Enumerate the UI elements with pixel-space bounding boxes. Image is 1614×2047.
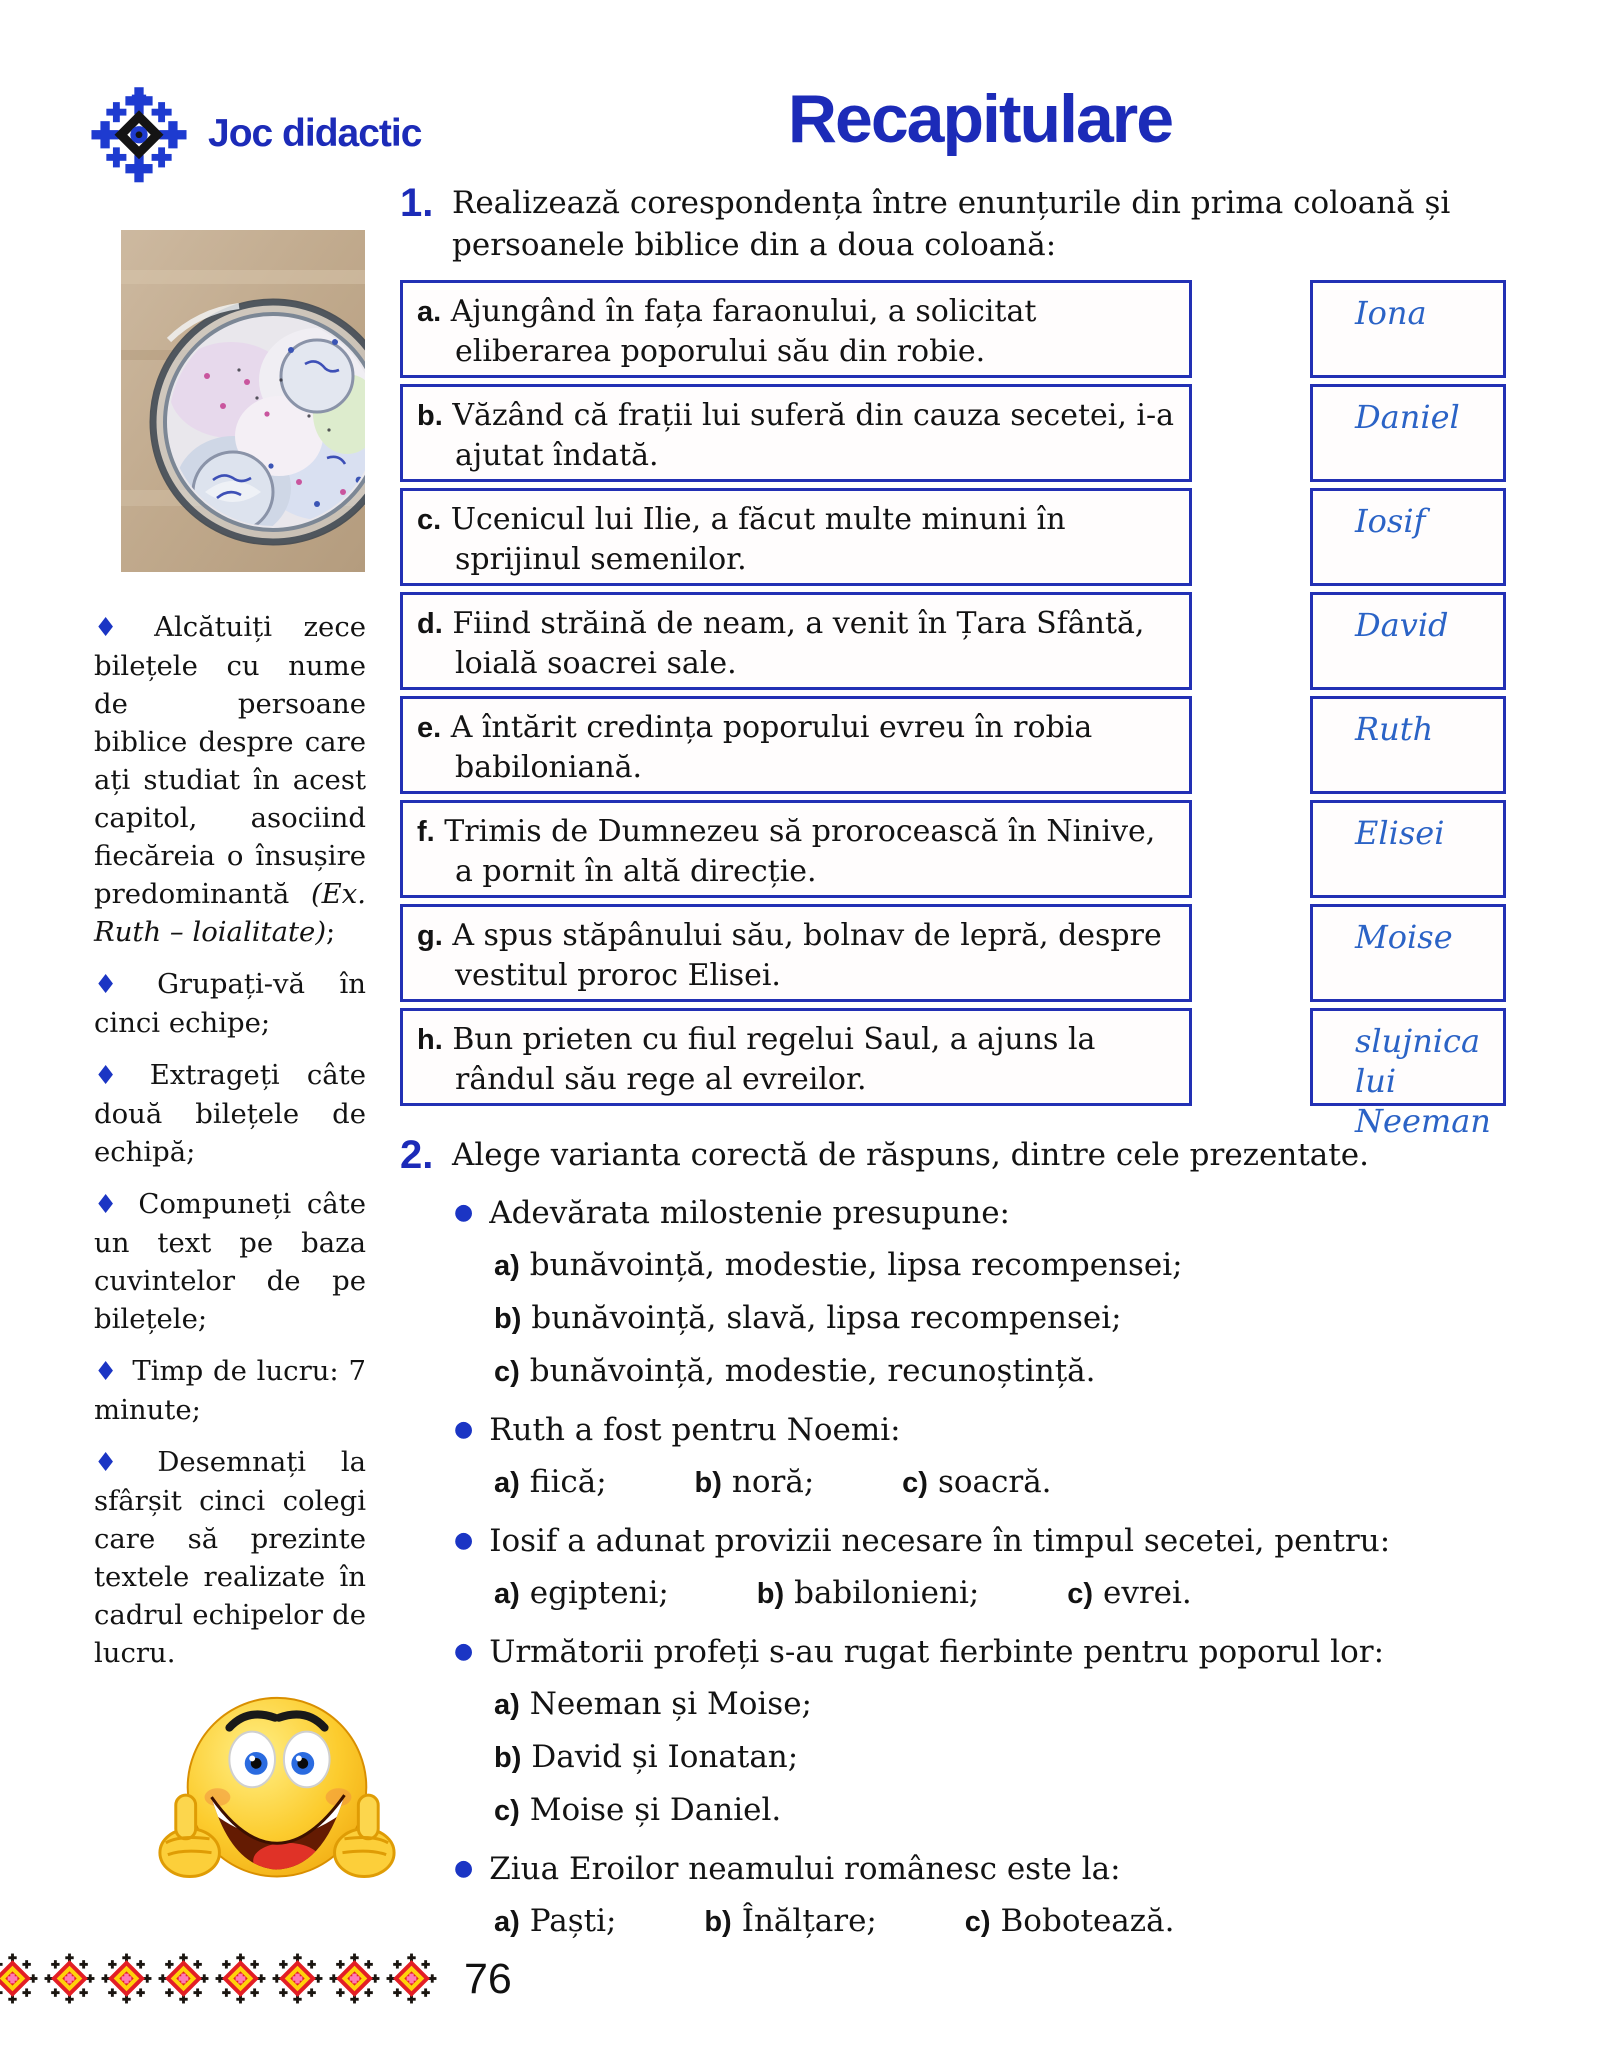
name-cell: Elisei	[1310, 800, 1506, 898]
exercise1-prompt: Realizează corespondența între enunțurile din prima coloană și persoanele biblice din a doua coloană:	[452, 185, 1451, 263]
option: a) fiică;	[494, 1464, 607, 1500]
instruction-item: ♦ Alcătuiți zece bilețele cu nume de persoane biblice despre care ați studiat în acest capitol, asociind fiecăreia o însușire predominantă (Ex. Ruth – loialitate);	[94, 611, 366, 948]
folk-motif-icon	[43, 1952, 96, 2005]
question-block	[454, 1192, 1614, 1393]
question-block	[454, 1848, 1614, 1943]
name-cell: Daniel	[1310, 384, 1506, 482]
exercises-column	[400, 182, 1614, 1953]
option: c) Bobotează.	[964, 1903, 1175, 1939]
section-badge	[90, 82, 421, 186]
page-number: 76	[464, 1955, 512, 2003]
exercise2-header	[400, 1134, 1614, 1176]
option: b) noră;	[694, 1464, 815, 1500]
option: b) babilonieni;	[756, 1575, 980, 1611]
instruction-item: ♦ Extrageți câte două bilețele de echipă;	[94, 1059, 367, 1168]
statement-letter: a.	[417, 296, 442, 328]
option: a) Neeman și Moise;	[494, 1686, 813, 1722]
option: c) soacră.	[902, 1464, 1052, 1500]
statement-row: a. Ajungând în fața faraonului, a solicitat eliberarea poporului său din robie.	[400, 280, 1192, 378]
dot-bullet-icon: ●	[454, 1639, 474, 1664]
question-text: Ziua Eroilor neamului românesc este la:	[489, 1851, 1121, 1887]
diamond-bullet-icon: ♦	[94, 1448, 144, 1478]
name-cell: Ruth	[1310, 696, 1506, 794]
instruction-item: ♦ Compuneți câte un text pe baza cuvintelor de pe bilețele;	[94, 1188, 366, 1335]
statement-row: d. Fiind străină de neam, a venit în Țara Sfântă, loială soacrei sale.	[400, 592, 1192, 690]
instruction-item: ♦ Grupați-vă în cinci echipe;	[94, 968, 366, 1039]
statement-row: b. Văzând că frații lui suferă din cauza secetei, i-a ajutat îndată.	[400, 384, 1192, 482]
name-cell: David	[1310, 592, 1506, 690]
folk-motif-icon	[271, 1952, 324, 2005]
question-block	[454, 1631, 1614, 1832]
statement-letter: c.	[417, 504, 442, 536]
question-block	[454, 1520, 1614, 1615]
exercise2-number: 2.	[400, 1133, 434, 1177]
statement-row: g. A spus stăpânului său, bolnav de lepră, despre vestitul proroc Elisei.	[400, 904, 1192, 1002]
question-block	[454, 1409, 1614, 1504]
name-cell: Iosif	[1310, 488, 1506, 586]
statement-letter: b.	[417, 400, 443, 432]
dot-bullet-icon: ●	[454, 1200, 474, 1225]
badge-label: Joc didactic	[208, 112, 422, 155]
folk-flower-icon	[90, 82, 188, 186]
statement-row: e. A întărit credința poporului evreu în robia babiloniană.	[400, 696, 1192, 794]
folk-motif-icon	[385, 1952, 438, 2005]
question-text: Iosif a adunat provizii necesare în timpul secetei, pentru:	[489, 1523, 1391, 1559]
question-list	[454, 1192, 1614, 1943]
diamond-bullet-icon: ♦	[94, 1061, 136, 1091]
statement-letter: g.	[417, 920, 443, 952]
option: c) Moise și Daniel.	[494, 1792, 782, 1828]
instruction-item: ♦ Timp de lucru: 7 minute;	[94, 1355, 366, 1426]
question-text: Ruth a fost pentru Noemi:	[489, 1412, 901, 1448]
folk-border	[0, 1952, 438, 2005]
statement-letter: e.	[417, 712, 442, 744]
statements-column	[400, 280, 1192, 1112]
jar-photo	[121, 230, 365, 572]
exercise2-prompt: Alege varianta corectă de răspuns, dintre cele prezentate.	[452, 1137, 1369, 1173]
question-text: Următorii profeți s-au rugat fierbinte pentru poporul lor:	[489, 1634, 1385, 1670]
folk-motif-icon	[214, 1952, 267, 2005]
option: b) bunăvoință, slavă, lipsa recompensei;	[494, 1300, 1122, 1336]
page-title: Recapitulare	[787, 81, 1173, 157]
folk-motif-icon	[0, 1952, 39, 2005]
option: c) evrei.	[1067, 1575, 1192, 1611]
name-cell: Moise	[1310, 904, 1506, 1002]
instruction-example: (Ex. Ruth – loialitate)	[94, 878, 366, 948]
diamond-bullet-icon: ♦	[94, 1357, 119, 1387]
option: a) bunăvoință, modestie, lipsa recompensei;	[494, 1247, 1183, 1283]
dot-bullet-icon: ●	[454, 1528, 474, 1553]
exercise1-header	[400, 182, 1614, 266]
option-letter: c)	[494, 1356, 520, 1388]
matching-table	[400, 280, 1614, 1140]
statement-row: f. Trimis de Dumnezeu să prorocească în Ninive, a pornit în altă direcție.	[400, 800, 1192, 898]
statement-row: h. Bun prieten cu fiul regelui Saul, a ajuns la rândul său rege al evreilor.	[400, 1008, 1192, 1106]
option: b) Înălțare;	[704, 1903, 877, 1939]
folk-motif-icon	[328, 1952, 381, 2005]
diamond-bullet-icon: ♦	[94, 613, 141, 643]
dot-bullet-icon: ●	[454, 1417, 474, 1442]
exercise1-number: 1.	[400, 181, 434, 225]
option: c) bunăvoință, modestie, recunoștință.	[494, 1353, 1096, 1389]
dot-bullet-icon: ●	[454, 1856, 474, 1881]
option-letter: b)	[494, 1303, 522, 1335]
option: b) David și Ionatan;	[494, 1739, 799, 1775]
folk-motif-icon	[157, 1952, 210, 2005]
statement-letter: d.	[417, 608, 443, 640]
exercise2	[400, 1134, 1614, 1943]
question-text: Adevărata milostenie presupune:	[489, 1195, 1010, 1231]
instruction-item: ♦ Desemnați la sfârșit cinci colegi care să prezinte textele realizate în cadrul echipelor de lucru.	[94, 1446, 367, 1669]
folk-motif-icon	[100, 1952, 153, 2005]
name-cell: slujnica lui Neeman	[1310, 1008, 1506, 1106]
activity-instructions	[94, 608, 366, 1686]
diamond-bullet-icon: ♦	[94, 970, 144, 1000]
option: a) Paști;	[494, 1903, 617, 1939]
thumbs-up-smiley	[148, 1686, 406, 1924]
option-letter: a)	[494, 1250, 520, 1282]
names-column	[1310, 280, 1506, 1140]
statement-letter: f.	[417, 816, 435, 848]
name-cell: Iona	[1310, 280, 1506, 378]
statement-letter: h.	[417, 1024, 443, 1056]
option: a) egipteni;	[494, 1575, 669, 1611]
statement-row: c. Ucenicul lui Ilie, a făcut multe minuni în sprijinul semenilor.	[400, 488, 1192, 586]
diamond-bullet-icon: ♦	[94, 1190, 125, 1220]
